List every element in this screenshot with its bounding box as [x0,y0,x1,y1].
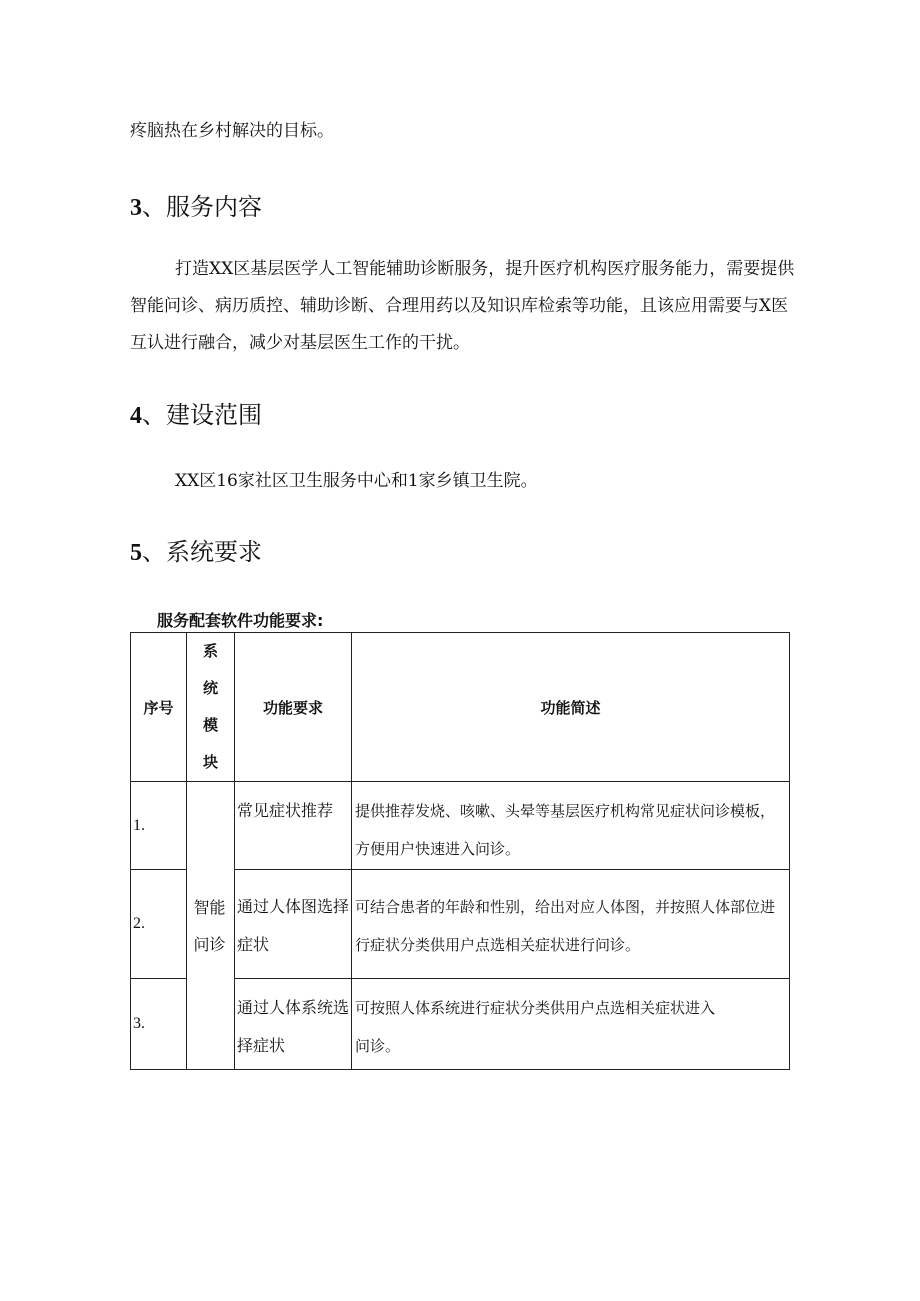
table-caption: 服务配套软件功能要求: [157,611,324,630]
row-description: 可按照人体系统进行症状分类供用户点选相关症状进入问诊。 [352,979,790,1070]
header-requirement: 功能要求 [235,633,352,782]
heading-text: 、建设范围 [142,401,262,429]
module-cell [187,782,235,1070]
heading-number: 4 [130,403,142,429]
row-seq: 1. [131,782,187,870]
heading-text: 、系统要求 [142,538,262,566]
paragraph-service-line-3: 互认进行融合，减少对基层医生工作的干扰。 [130,333,470,353]
module-name: 智能问诊 [193,897,226,954]
paragraph-intro-tail: 疼脑热在乡村解决的目标。 [130,121,334,141]
paragraph-scope: XX区16家社区卫生服务中心和1家乡镇卫生院。 [175,471,538,491]
heading-construction-scope [130,400,262,431]
heading-system-requirements [130,537,262,568]
row-requirement: 常见症状推荐 [235,782,352,870]
heading-service-content [130,192,262,223]
table-row [131,782,790,870]
row-description: 提供推荐发烧、咳嗽、头晕等基层医疗机构常见症状问诊模板，方便用户快速进入问诊。 [352,782,790,870]
header-seq: 序号 [131,633,187,782]
header-description: 功能简述 [352,633,790,782]
row-requirement: 通过人体系统选择症状 [235,979,352,1070]
paragraph-service-line-2: 智能问诊、病历质控、辅助诊断、合理用药以及知识库检索等功能，且该应用需要与X医 [130,296,789,316]
heading-number: 5 [130,540,142,566]
heading-text: 、服务内容 [142,193,262,221]
paragraph-service-line-1: 打造XX区基层医学人工智能辅助诊断服务，提升医疗机构医疗服务能力，需要提供 [175,259,795,279]
header-module [187,633,235,782]
row-requirement: 通过人体图选择症状 [235,870,352,979]
table-header-row [131,633,790,782]
row-seq: 3. [131,979,187,1070]
requirements-table [130,632,790,1070]
header-module-text: 系统模块 [203,642,219,771]
heading-number: 3 [130,195,142,221]
row-description: 可结合患者的年龄和性别，给出对应人体图，并按照人体部位进行症状分类供用户点选相关症状进行问诊。 [352,870,790,979]
row-seq: 2. [131,870,187,979]
